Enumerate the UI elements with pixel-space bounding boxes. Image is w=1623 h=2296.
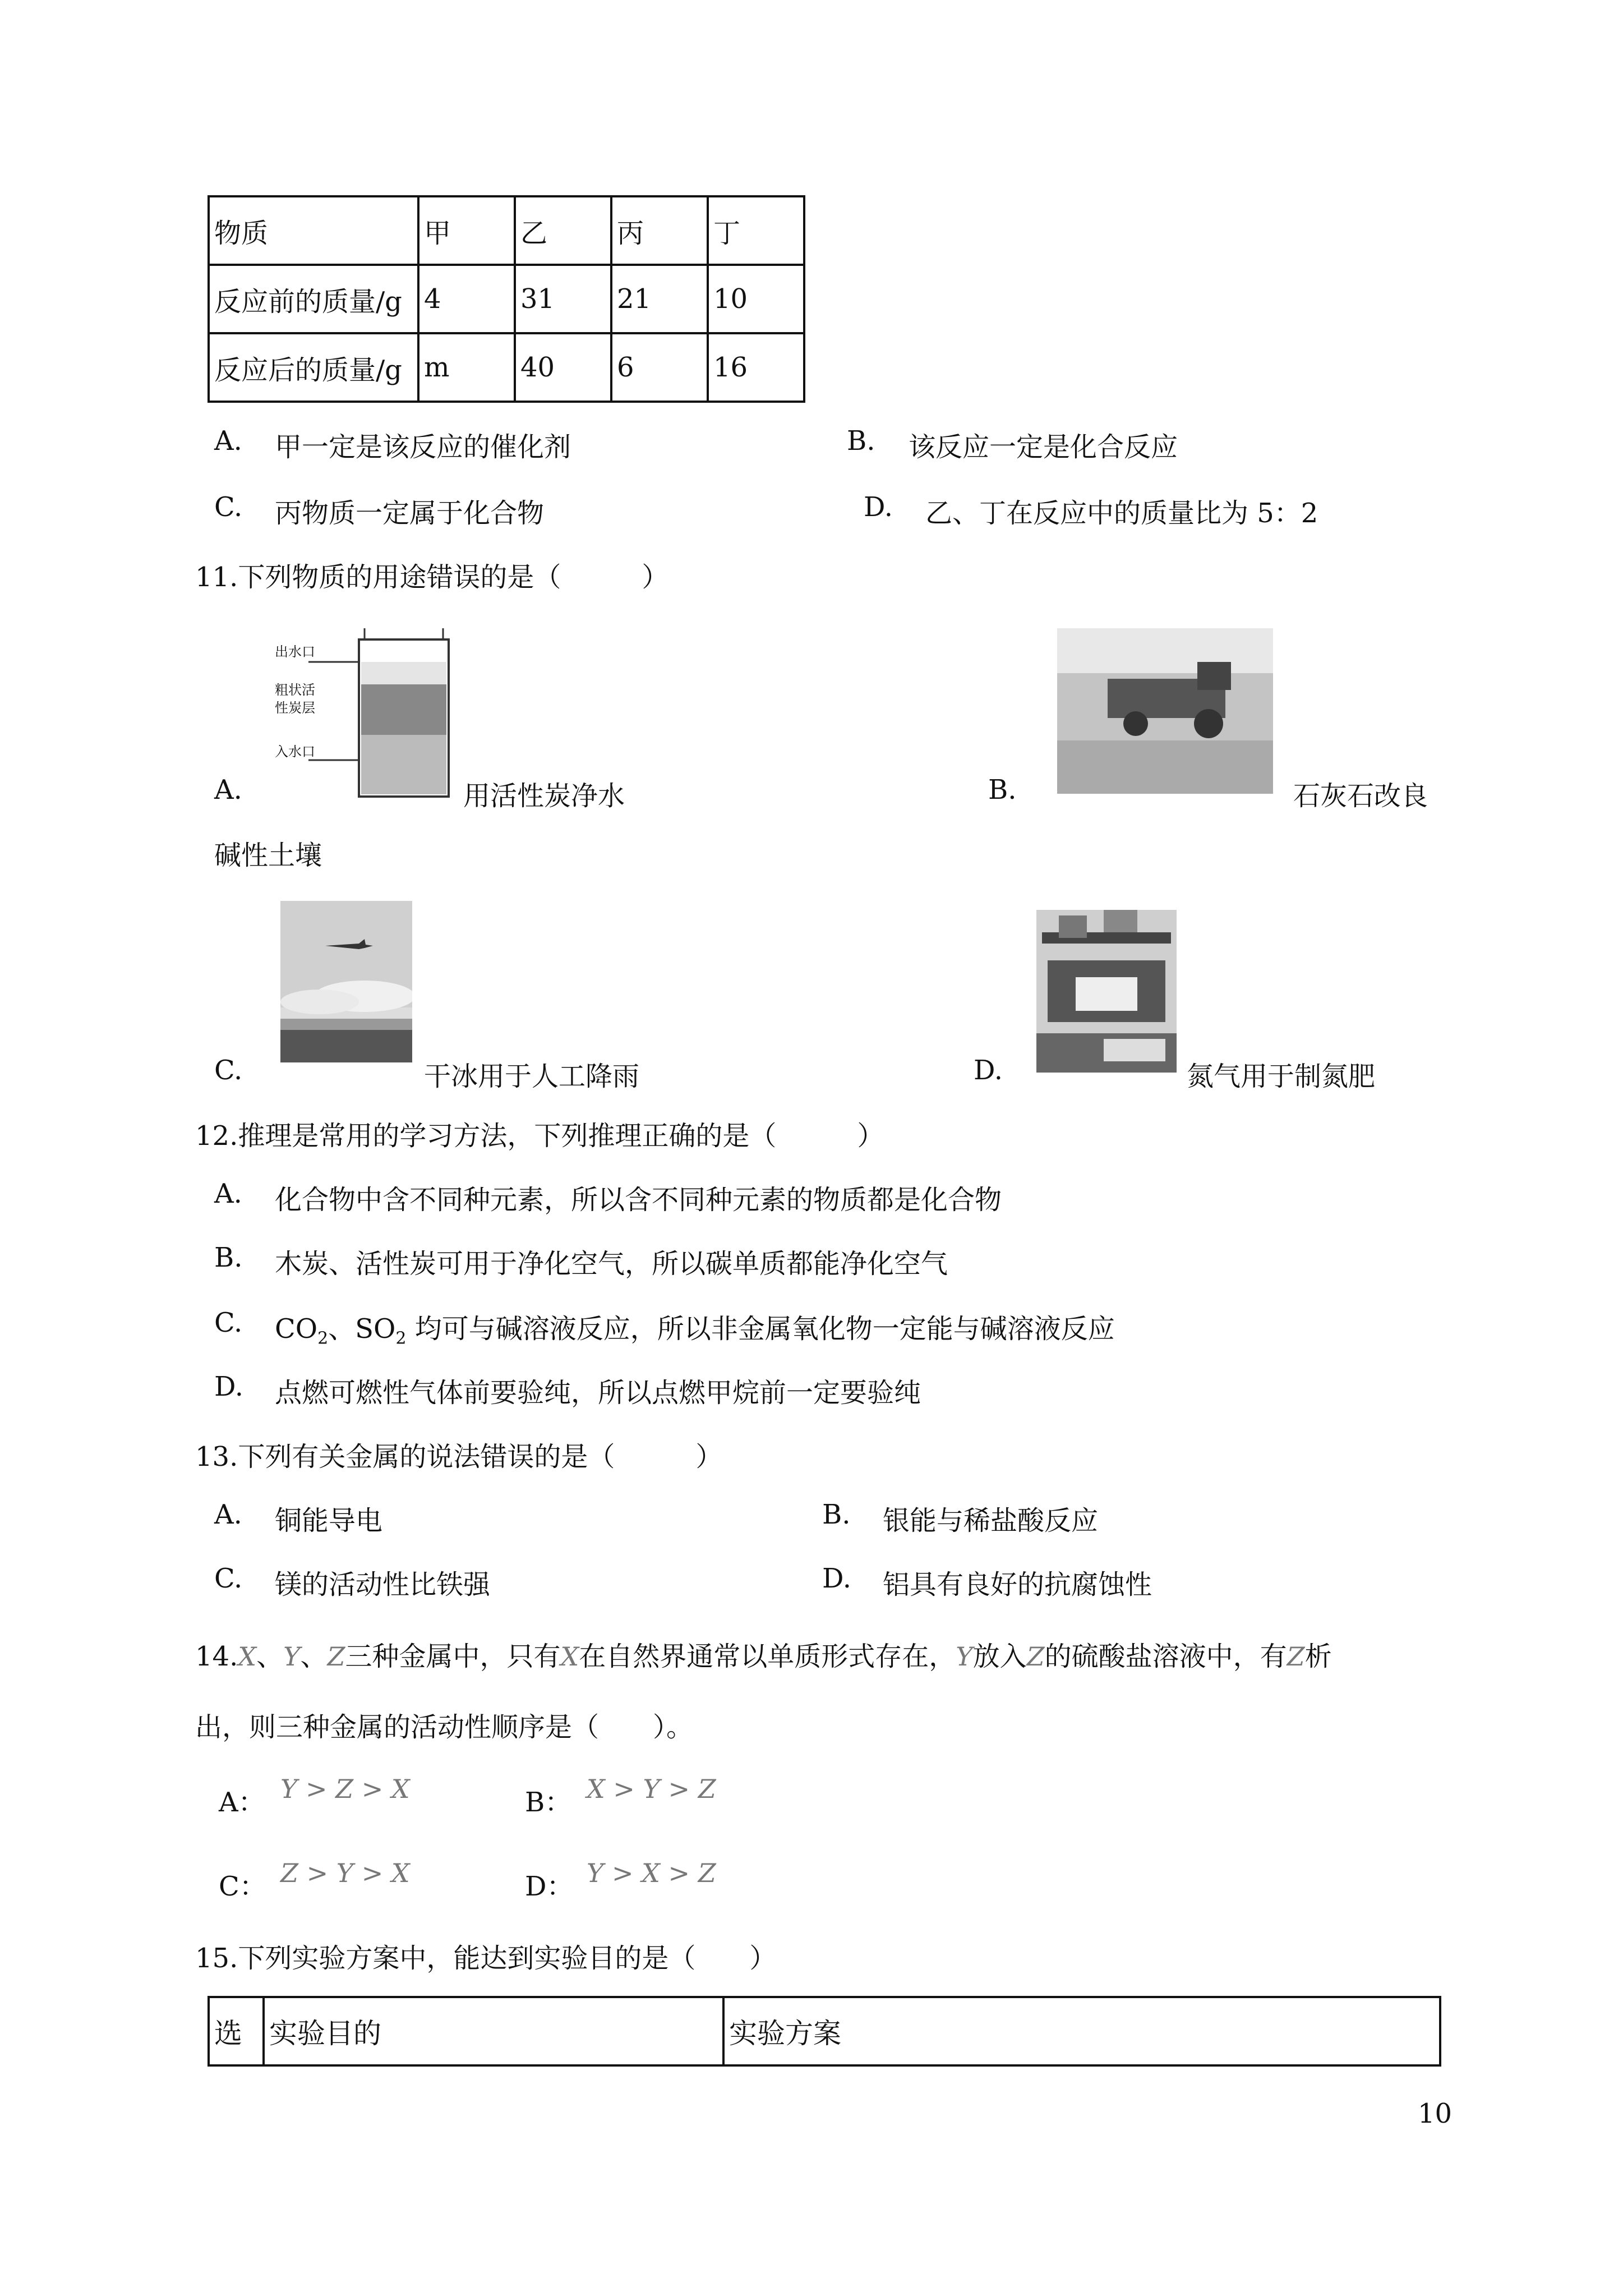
figure-label: 入水口 <box>275 744 315 760</box>
option-label: C. <box>214 491 243 523</box>
table-cell: 21 <box>611 265 708 333</box>
question-stem-continued: 出，则三种金属的活动性顺序是（ ）。 <box>195 1711 694 1743</box>
option-text-continued: 碱性土壤 <box>214 840 322 871</box>
water-filter-figure <box>275 628 460 808</box>
option-text: 丙物质一定属于化合物 <box>275 498 545 529</box>
table-header: 实验方案 <box>723 1997 1440 2065</box>
option-text: 点燃可燃性气体前要验纯，所以点燃甲烷前一定要验纯 <box>275 1377 921 1409</box>
table-cell: 丙 <box>611 196 708 265</box>
option-text: 该反应一定是化合反应 <box>909 431 1178 463</box>
table-cell: 4 <box>418 265 515 333</box>
option-label: C. <box>214 1055 243 1086</box>
option-text: 铜能导电 <box>275 1505 383 1536</box>
option-label: B. <box>822 1499 851 1530</box>
question-stem: 14.X、Y、Z三种金属中，只有X在自然界通常以单质形式存在，Y放入Z的硫酸盐溶液中，有Z析 <box>195 1641 1332 1672</box>
option-math: Z > Y > X <box>280 1858 410 1888</box>
option-math: Y > Z > X <box>280 1774 410 1804</box>
option-text: 铝具有良好的抗腐蚀性 <box>883 1569 1152 1600</box>
table-header: 选 <box>209 1997 264 2065</box>
option-label: D. <box>822 1563 852 1594</box>
option-label: D. <box>864 491 893 523</box>
table-row <box>209 265 804 333</box>
option-label: A. <box>214 425 242 457</box>
option-label: C. <box>214 1563 243 1594</box>
question-stem: 15.下列实验方案中，能达到实验目的是（ ） <box>195 1943 777 1974</box>
option-label: A. <box>214 1499 242 1530</box>
question-stem: 13.下列有关金属的说法错误的是（ ） <box>195 1441 723 1473</box>
experiment-table <box>208 1996 1441 2067</box>
page-number: 10 <box>1418 2098 1453 2129</box>
table-cell: 16 <box>708 333 804 402</box>
option-text: 用活性炭净水 <box>463 780 625 812</box>
table-cell: 31 <box>515 265 611 333</box>
figure-label: 粗状活 <box>275 682 315 698</box>
figure-label: 性炭层 <box>275 700 315 716</box>
table-row <box>209 333 804 402</box>
table-cell: 反应前的质量/g <box>209 265 418 333</box>
table-cell: 10 <box>708 265 804 333</box>
option-text: 乙、丁在反应中的质量比为 5：2 <box>925 498 1318 529</box>
table-cell: 反应后的质量/g <box>209 333 418 402</box>
table-cell: 甲 <box>418 196 515 265</box>
option-label: D. <box>214 1371 244 1402</box>
option-label: C. <box>214 1307 243 1338</box>
option-math: Y > X > Z <box>587 1858 716 1888</box>
option-label: A. <box>214 774 242 806</box>
table-cell: 丁 <box>708 196 804 265</box>
option-text: $CO_2$、$SO_2$ 均可与碱溶液反应，所以非金属氧化物一定能与碱溶液反应 <box>275 1313 1115 1349</box>
factory-photo <box>1036 910 1177 1073</box>
option-label: C： <box>219 1871 266 1902</box>
mass-table <box>208 195 805 403</box>
table-header: 实验目的 <box>264 1997 723 2065</box>
option-label: B. <box>847 425 875 457</box>
option-text: 木炭、活性炭可用于净化空气，所以碳单质都能净化空气 <box>275 1248 948 1280</box>
option-label: A. <box>214 1178 242 1209</box>
question-stem: 11.下列物质的用途错误的是（ ） <box>195 562 669 593</box>
option-text: 镁的活动性比铁强 <box>275 1569 491 1600</box>
table-cell: 物质 <box>209 196 418 265</box>
option-text: 石灰石改良 <box>1293 780 1428 812</box>
option-label: D： <box>525 1871 574 1902</box>
table-cell: m <box>418 333 515 402</box>
option-math: X > Y > Z <box>587 1774 716 1804</box>
question-stem: 12.推理是常用的学习方法，下列推理正确的是（ ） <box>195 1120 884 1152</box>
option-label: D. <box>974 1055 1003 1086</box>
figure-label: 出水口 <box>275 644 315 660</box>
table-cell: 乙 <box>515 196 611 265</box>
option-text: 干冰用于人工降雨 <box>424 1061 640 1092</box>
option-label: B. <box>988 774 1017 806</box>
table-cell: 40 <box>515 333 611 402</box>
option-label: B. <box>214 1242 243 1273</box>
option-text: 化合物中含不同种元素，所以含不同种元素的物质都是化合物 <box>275 1184 1002 1216</box>
option-label: B： <box>525 1787 572 1818</box>
table-row <box>209 196 804 265</box>
option-text: 银能与稀盐酸反应 <box>883 1505 1099 1536</box>
table-cell: 6 <box>611 333 708 402</box>
option-label: A： <box>219 1787 265 1818</box>
sky-photo <box>280 901 412 1062</box>
field-photo <box>1057 628 1273 794</box>
option-text: 氮气用于制氮肥 <box>1187 1061 1376 1092</box>
table-row <box>209 1997 1440 2065</box>
option-text: 甲一定是该反应的催化剂 <box>275 431 571 463</box>
